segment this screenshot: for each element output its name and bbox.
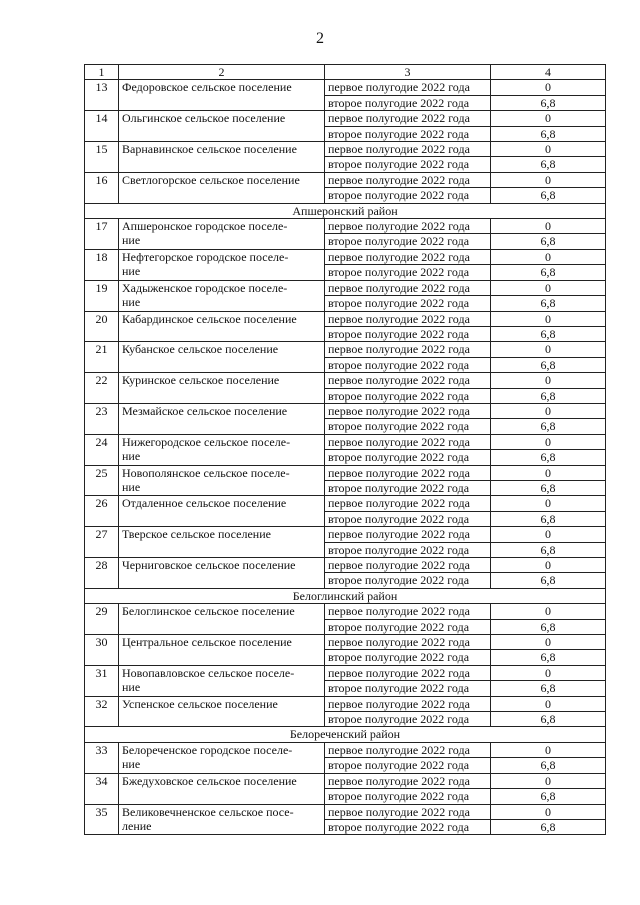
- table-row: [85, 403, 606, 418]
- period-second-half: второе полугодие 2022 года: [325, 326, 491, 341]
- table-row: [85, 434, 606, 449]
- table-row: [85, 527, 606, 542]
- settlement-name-line: Апшеронское городское поселе-: [122, 219, 288, 234]
- period-second-half: второе полугодие 2022 года: [325, 234, 491, 249]
- value-first-half: 0: [491, 496, 606, 511]
- settlement-name-line: ние: [122, 680, 141, 695]
- settlement-name: [119, 142, 325, 173]
- period-first-half: первое полугодие 2022 года: [325, 742, 491, 757]
- settlement-name: [119, 373, 325, 404]
- period-first-half: первое полугодие 2022 года: [325, 558, 491, 573]
- value-first-half: 0: [491, 373, 606, 388]
- settlement-name-line: Отдаленное сельское поселение: [122, 496, 287, 511]
- settlement-name-line: ние: [122, 479, 141, 494]
- row-number: 15: [85, 142, 119, 173]
- settlement-name-line: Куринское сельское поселение: [122, 373, 280, 388]
- settlement-name-line: Великовечненское сельское посе-: [122, 804, 294, 819]
- value-first-half: 0: [491, 773, 606, 788]
- value-second-half: 6,8: [491, 265, 606, 280]
- value-second-half: 6,8: [491, 819, 606, 834]
- value-first-half: 0: [491, 80, 606, 95]
- period-second-half: второе полугодие 2022 года: [325, 681, 491, 696]
- period-second-half: второе полугодие 2022 года: [325, 712, 491, 727]
- row-number: 31: [85, 665, 119, 696]
- settlement-name: [119, 527, 325, 558]
- value-first-half: 0: [491, 403, 606, 418]
- period-second-half: второе полугодие 2022 года: [325, 819, 491, 834]
- period-first-half: первое полугодие 2022 года: [325, 342, 491, 357]
- value-second-half: 6,8: [491, 419, 606, 434]
- settlement-name-line: Мезмайское сельское поселение: [122, 403, 288, 418]
- settlement-name-line: Центральное сельское поселение: [122, 635, 292, 650]
- row-number: 26: [85, 496, 119, 527]
- period-second-half: второе полугодие 2022 года: [325, 511, 491, 526]
- settlement-name: [119, 311, 325, 342]
- value-first-half: 0: [491, 111, 606, 126]
- row-number: 34: [85, 773, 119, 804]
- value-second-half: 6,8: [491, 357, 606, 372]
- period-first-half: первое полугодие 2022 года: [325, 665, 491, 680]
- district-row: [85, 203, 606, 218]
- value-second-half: 6,8: [491, 758, 606, 773]
- settlement-name-line: Кубанское сельское поселение: [122, 342, 279, 357]
- period-first-half: первое полугодие 2022 года: [325, 635, 491, 650]
- settlement-name: [119, 280, 325, 311]
- table-row: [85, 635, 606, 650]
- period-first-half: первое полугодие 2022 года: [325, 434, 491, 449]
- period-first-half: первое полугодие 2022 года: [325, 527, 491, 542]
- value-second-half: 6,8: [491, 296, 606, 311]
- settlement-name-line: Новополянское сельское поселе-: [122, 465, 290, 480]
- row-number: 13: [85, 80, 119, 111]
- value-first-half: 0: [491, 804, 606, 819]
- settlement-name: [119, 496, 325, 527]
- value-first-half: 0: [491, 311, 606, 326]
- settlement-name-line: Светлогорское сельское поселение: [122, 172, 300, 187]
- period-second-half: второе полугодие 2022 года: [325, 619, 491, 634]
- settlement-name: [119, 434, 325, 465]
- period-second-half: второе полугодие 2022 года: [325, 95, 491, 110]
- settlement-name: [119, 558, 325, 589]
- settlement-name: [119, 665, 325, 696]
- period-first-half: первое полугодие 2022 года: [325, 172, 491, 187]
- period-first-half: первое полугодие 2022 года: [325, 249, 491, 264]
- settlement-name: [119, 773, 325, 804]
- table-row: [85, 742, 606, 757]
- table-row: [85, 80, 606, 95]
- table-body: [85, 65, 606, 835]
- row-number: 18: [85, 249, 119, 280]
- settlement-name-line: Новопавловское сельское поселе-: [122, 665, 295, 680]
- value-second-half: 6,8: [491, 789, 606, 804]
- district-row: [85, 727, 606, 742]
- settlement-name-line: Федоровское сельское поселение: [122, 80, 292, 95]
- table-row: [85, 111, 606, 126]
- value-first-half: 0: [491, 219, 606, 234]
- period-second-half: второе полугодие 2022 года: [325, 157, 491, 172]
- settlement-name-line: ние: [122, 449, 141, 464]
- settlement-name: [119, 604, 325, 635]
- settlement-name-line: ние: [122, 264, 141, 279]
- value-second-half: 6,8: [491, 681, 606, 696]
- period-first-half: первое полугодие 2022 года: [325, 403, 491, 418]
- value-first-half: 0: [491, 142, 606, 157]
- period-first-half: первое полугодие 2022 года: [325, 496, 491, 511]
- row-number: 27: [85, 527, 119, 558]
- column-number-2: 2: [119, 65, 325, 80]
- settlement-name: [119, 742, 325, 773]
- settlement-name-line: Тверское сельское поселение: [122, 527, 271, 542]
- value-first-half: 0: [491, 249, 606, 264]
- period-first-half: первое полугодие 2022 года: [325, 465, 491, 480]
- value-second-half: 6,8: [491, 326, 606, 341]
- period-first-half: первое полугодие 2022 года: [325, 80, 491, 95]
- period-second-half: второе полугодие 2022 года: [325, 357, 491, 372]
- settlement-name-line: Хадыженское городское поселе-: [122, 280, 288, 295]
- period-first-half: первое полугодие 2022 года: [325, 373, 491, 388]
- table-row: [85, 219, 606, 234]
- value-first-half: 0: [491, 434, 606, 449]
- period-first-half: первое полугодие 2022 года: [325, 604, 491, 619]
- period-second-half: второе полугодие 2022 года: [325, 265, 491, 280]
- settlement-name: [119, 635, 325, 666]
- settlement-name: [119, 111, 325, 142]
- column-number-1: 1: [85, 65, 119, 80]
- period-second-half: второе полугодие 2022 года: [325, 296, 491, 311]
- settlement-name: [119, 80, 325, 111]
- row-number: 16: [85, 172, 119, 203]
- row-number: 33: [85, 742, 119, 773]
- table-row: [85, 696, 606, 711]
- value-second-half: 6,8: [491, 188, 606, 203]
- value-second-half: 6,8: [491, 712, 606, 727]
- table-row: [85, 280, 606, 295]
- district-row: [85, 588, 606, 603]
- settlement-name-line: ние: [122, 295, 141, 310]
- row-number: 29: [85, 604, 119, 635]
- settlement-name-line: Белоглинское сельское поселение: [122, 604, 295, 619]
- table-row: [85, 604, 606, 619]
- row-number: 19: [85, 280, 119, 311]
- settlement-name: [119, 465, 325, 496]
- row-number: 17: [85, 219, 119, 250]
- column-number-row: [85, 65, 606, 80]
- period-second-half: второе полугодие 2022 года: [325, 573, 491, 588]
- period-second-half: второе полугодие 2022 года: [325, 450, 491, 465]
- column-number-3: 3: [325, 65, 491, 80]
- page-number: 2: [316, 30, 324, 47]
- row-number: 30: [85, 635, 119, 666]
- settlement-name-line: Бжедуховское сельское поселение: [122, 773, 297, 788]
- period-first-half: первое полугодие 2022 года: [325, 804, 491, 819]
- table-row: [85, 142, 606, 157]
- value-first-half: 0: [491, 172, 606, 187]
- table-row: [85, 249, 606, 264]
- settlement-name: [119, 696, 325, 727]
- district-name: Апшеронский район: [85, 203, 606, 218]
- period-second-half: второе полугодие 2022 года: [325, 789, 491, 804]
- table-row: [85, 465, 606, 480]
- period-second-half: второе полугодие 2022 года: [325, 126, 491, 141]
- period-second-half: второе полугодие 2022 года: [325, 758, 491, 773]
- table-row: [85, 804, 606, 819]
- value-first-half: 0: [491, 635, 606, 650]
- settlement-name: [119, 219, 325, 250]
- table-row: [85, 342, 606, 357]
- period-first-half: первое полугодие 2022 года: [325, 773, 491, 788]
- table-row: [85, 665, 606, 680]
- settlement-name: [119, 342, 325, 373]
- settlement-name-line: ние: [122, 757, 141, 772]
- period-second-half: второе полугодие 2022 года: [325, 188, 491, 203]
- value-first-half: 0: [491, 280, 606, 295]
- period-first-half: первое полугодие 2022 года: [325, 311, 491, 326]
- row-number: 20: [85, 311, 119, 342]
- settlement-name-line: Успенское сельское поселение: [122, 696, 278, 711]
- value-second-half: 6,8: [491, 573, 606, 588]
- value-second-half: 6,8: [491, 126, 606, 141]
- row-number: 28: [85, 558, 119, 589]
- table-row: [85, 773, 606, 788]
- table-row: [85, 172, 606, 187]
- row-number: 25: [85, 465, 119, 496]
- settlement-name: [119, 403, 325, 434]
- value-second-half: 6,8: [491, 619, 606, 634]
- period-first-half: первое полугодие 2022 года: [325, 696, 491, 711]
- table-row: [85, 311, 606, 326]
- table-row: [85, 373, 606, 388]
- row-number: 32: [85, 696, 119, 727]
- period-first-half: первое полугодие 2022 года: [325, 280, 491, 295]
- settlement-name-line: Нижегородское сельское поселе-: [122, 434, 291, 449]
- value-first-half: 0: [491, 465, 606, 480]
- district-name: Белореченский район: [85, 727, 606, 742]
- period-second-half: второе полугодие 2022 года: [325, 480, 491, 495]
- row-number: 23: [85, 403, 119, 434]
- row-number: 35: [85, 804, 119, 835]
- row-number: 22: [85, 373, 119, 404]
- value-second-half: 6,8: [491, 542, 606, 557]
- value-second-half: 6,8: [491, 480, 606, 495]
- value-first-half: 0: [491, 604, 606, 619]
- value-second-half: 6,8: [491, 234, 606, 249]
- period-second-half: второе полугодие 2022 года: [325, 419, 491, 434]
- table-row: [85, 496, 606, 511]
- value-second-half: 6,8: [491, 388, 606, 403]
- value-second-half: 6,8: [491, 511, 606, 526]
- settlement-name-line: Нефтегорское городское поселе-: [122, 249, 289, 264]
- settlement-name-line: ние: [122, 233, 141, 248]
- value-second-half: 6,8: [491, 157, 606, 172]
- district-name: Белоглинский район: [85, 588, 606, 603]
- value-first-half: 0: [491, 342, 606, 357]
- period-second-half: второе полугодие 2022 года: [325, 388, 491, 403]
- value-second-half: 6,8: [491, 95, 606, 110]
- allocation-table: [84, 64, 606, 835]
- value-first-half: 0: [491, 696, 606, 711]
- column-number-4: 4: [491, 65, 606, 80]
- value-second-half: 6,8: [491, 450, 606, 465]
- value-first-half: 0: [491, 527, 606, 542]
- row-number: 21: [85, 342, 119, 373]
- settlement-name-line: Белореченское городское поселе-: [122, 742, 293, 757]
- settlement-name-line: Кабардинское сельское поселение: [122, 311, 297, 326]
- row-number: 14: [85, 111, 119, 142]
- settlement-name-line: ление: [122, 818, 152, 833]
- period-second-half: второе полугодие 2022 года: [325, 542, 491, 557]
- settlement-name: [119, 172, 325, 203]
- settlement-name-line: Варнавинское сельское поселение: [122, 142, 297, 157]
- settlement-name: [119, 249, 325, 280]
- row-number: 24: [85, 434, 119, 465]
- period-first-half: первое полугодие 2022 года: [325, 142, 491, 157]
- value-first-half: 0: [491, 558, 606, 573]
- period-first-half: первое полугодие 2022 года: [325, 219, 491, 234]
- period-second-half: второе полугодие 2022 года: [325, 650, 491, 665]
- settlement-name-line: Ольгинское сельское поселение: [122, 111, 286, 126]
- settlement-name-line: Черниговское сельское поселение: [122, 558, 296, 572]
- table-row: [85, 558, 606, 573]
- value-first-half: 0: [491, 665, 606, 680]
- value-first-half: 0: [491, 742, 606, 757]
- value-second-half: 6,8: [491, 650, 606, 665]
- period-first-half: первое полугодие 2022 года: [325, 111, 491, 126]
- settlement-name: [119, 804, 325, 835]
